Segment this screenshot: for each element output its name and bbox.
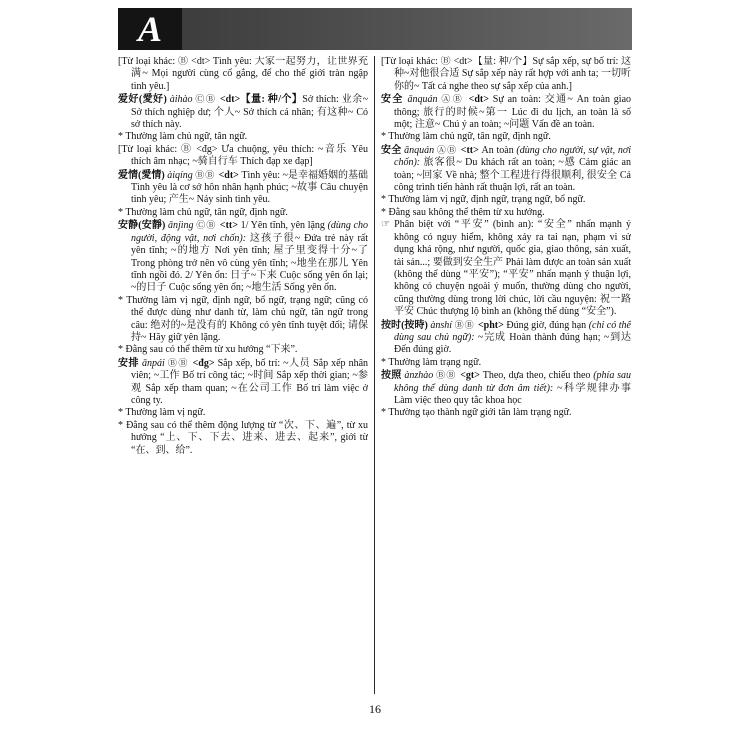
note-text: [Từ loại khác: Ⓑ <đg> Ưa chuộng, yêu thích: ~音乐 Yêu thích âm nhạc; ~骑自行车 Thích đạp xe đạp] (118, 143, 368, 168)
pinyin: àihào (169, 94, 196, 106)
definition: ~完成 Hoàn thành đúng hạn; ~到达 Đến đúng giờ. (394, 331, 631, 356)
note-text: * Thường làm vị ngữ. (118, 407, 206, 419)
definition: Sự an toàn: 交通~ An toàn giao thông; 旅行的时候~第一 Lúc đi du lịch, an toàn là số một; 注意~ Chú ý an toàn; ~问题 Vấn đề an toàn. (394, 94, 631, 131)
note-text: * Đằng sau không thể thêm từ xu hướng. (381, 206, 545, 218)
grammar-note (381, 207, 631, 219)
grammar-note (381, 131, 631, 143)
level-badges: ⒸⒷ (195, 94, 220, 105)
note-text: * Thường làm vị ngữ, định ngữ, bổ ngữ, trạng ngữ; cũng có thể được dùng như danh từ, làm chủ ngữ, tân ngữ trong câu: 绝对的~是没有的 Không có yên tĩnh tuyệt đối; 请保持~ Hãy giữ yên lặng. (118, 294, 368, 343)
definition: An toàn (481, 144, 517, 156)
definition: 1/ Yên tĩnh, yên lặng (240, 220, 328, 232)
note-text: * Thường tạo thành ngữ giới tân làm trạng ngữ. (381, 407, 572, 419)
grammar-note (381, 407, 631, 419)
headword: 爱好(愛好) (118, 94, 170, 106)
pos-tag: <tt> (219, 220, 241, 232)
text-columns (118, 56, 632, 694)
definition: 这孩子很~ Đứa trẻ này rất yên tĩnh; ~的地方 Nơi yên tĩnh; 屋子里变得十分~了 Trong phòng trở nên vô cùng yên tĩnh; ~地坐在那儿 Yên tĩnh ngồi đó. 2/ Yên ổn: 日子~下来 Cuộc sống yên ổn lại; ~的日子 Cuộc sống yên ổn; ~地生活 Sống yên ổn. (131, 232, 368, 294)
grammar-note (118, 407, 368, 419)
grammar-note (118, 344, 368, 356)
headword: 按照 (381, 370, 405, 382)
dict-entry (381, 93, 631, 131)
level-badges: ⒷⒷ (195, 169, 219, 180)
dict-entry (118, 219, 368, 294)
headword: 安全 (381, 144, 405, 156)
bracket-note (381, 56, 631, 93)
pinyin: ànshí (430, 319, 455, 331)
definition: Sở thích: 业余~ Sở thích nghiệp dư; 个人~ Sở thích cá nhân; 有这种~ Có sở thích này. (131, 94, 368, 131)
headword: 按时(按時) (381, 319, 431, 331)
pos-tag: <đg> (192, 357, 218, 369)
note-text: * Thường làm vị ngữ, định ngữ, trạng ngữ, bổ ngữ. (381, 194, 586, 206)
usage-note: (dùng cho người, sự vật, nơi chốn): (394, 144, 631, 169)
definition: Tình yêu: ~是幸福婚姻的基础 Tình yêu là cơ sở hôn nhân hạnh phúc; ~故事 Câu chuyện tình yêu; 产生~ Nảy sinh tình yêu. (131, 169, 368, 206)
pinyin: ānquán (407, 94, 442, 106)
level-badges: ⒷⒷ (436, 370, 461, 381)
pos-tag: <dt> (468, 94, 493, 106)
dict-entry (118, 169, 368, 207)
section-letter-box (118, 8, 182, 50)
usage-note: (chỉ có thể dùng sau chủ ngữ): (394, 319, 631, 343)
definition: Đúng giờ, đúng hạn (506, 319, 589, 331)
bracket-note (118, 56, 368, 93)
header-bar (182, 8, 632, 50)
grammar-note (381, 194, 631, 206)
usage-note: (dùng cho người, động vật, nơi chốn): (131, 220, 368, 244)
level-badges: ⒷⒷ (454, 319, 478, 330)
note-text: * Đằng sau có thể thêm động lượng từ “次、下、遍”, từ xu hướng “上、下、下去、进来、进去、起来”, giới từ “在、到、给”. (118, 419, 368, 456)
grammar-note (381, 357, 631, 369)
note-text: * Thường làm chủ ngữ, tân ngữ, định ngữ. (381, 131, 551, 143)
definition: Theo, dựa theo, chiếu theo (482, 370, 594, 382)
level-badges: ⒶⒷ (441, 94, 469, 105)
pos-tag: <dt> (218, 169, 242, 181)
pos-tag: <pht> (477, 319, 507, 331)
note-text: [Từ loại khác: Ⓑ <dt> Tình yêu: 大家一起努力，让世界充满~ Mọi người cùng cố gắng, để cho thế giới tràn ngập tình yêu.] (118, 56, 368, 92)
pinyin: ānjìng (168, 220, 197, 232)
pos-tag: <tt> (460, 144, 482, 156)
page-number: 16 (369, 702, 381, 716)
definition: ~科学规律办事 Làm việc theo quy tắc khoa học (394, 382, 631, 406)
definition: 旅客很~ Du khách rất an toàn; ~感 Cảm giác an toàn; ~回家 Về nhà; 整个工程进行得很顺利, 很安全 Cả công trình tiến hành rất thuận lợi, rất an toàn. (394, 157, 631, 194)
measure-word: 【量: 种/个】 (240, 94, 303, 106)
grammar-note (118, 295, 368, 345)
column-divider (374, 56, 375, 694)
note-text: * Thường làm chủ ngữ, tân ngữ, định ngữ. (118, 206, 288, 218)
pinyin: ānpái (142, 357, 168, 369)
headword: 安排 (118, 357, 143, 369)
section-header (118, 8, 632, 50)
dict-entry (118, 357, 368, 408)
level-badges: ⒸⒷ (196, 220, 220, 231)
section-letter: A (137, 9, 162, 49)
pinyin: àiqíng (167, 169, 196, 181)
level-badges: ⒶⒷ (436, 144, 461, 155)
dict-entry (381, 144, 631, 195)
comparison-note (381, 219, 631, 318)
right-column (381, 56, 631, 694)
level-badges: ⒷⒷ (167, 357, 193, 368)
dict-entry (381, 369, 631, 407)
pos-tag: <dt> (219, 94, 241, 106)
note-text: * Đằng sau có thể thêm từ xu hướng “下来”. (118, 344, 298, 356)
usage-note: (phía sau không thể dùng danh từ đơn âm tiết): (394, 370, 631, 394)
dict-entry (381, 319, 631, 357)
bracket-note (118, 144, 368, 169)
grammar-note (118, 131, 368, 143)
headword: 爱情(愛情) (118, 169, 168, 181)
pos-tag: <gt> (460, 370, 483, 382)
definition: Sắp xếp, bố trí: ~人员 Sắp xếp nhân viên; ~工作 Bố trí công tác; ~时间 Sắp xếp thời gian; ~参观 Sắp xếp tham quan; ~在公司工作 Bố trí làm việc ở công ty. (131, 357, 368, 406)
note-text: * Thường làm chủ ngữ, tân ngữ. (118, 131, 248, 143)
pinyin: ānquán (404, 144, 437, 156)
headword: 安全 (381, 94, 408, 106)
pinyin: ànzhào (404, 370, 437, 382)
note-text: * Thường làm trạng ngữ. (381, 356, 482, 368)
grammar-note (118, 207, 368, 219)
note-text: [Từ loại khác: Ⓑ <dt>【量: 种/个】Sự sắp xếp, sự bố trí: 这种~对他很合适 Sự sắp xếp này rất hợp với anh ta; 一切听你的~ Tất cả nghe theo sự sắp xếp của anh.] (381, 56, 631, 92)
dict-entry (118, 93, 368, 131)
headword: 安静(安靜) (118, 220, 168, 232)
note-text: ☞ Phân biệt với “平安” (bình an): “安全” nhấn mạnh ý không có nguy hiểm, không xảy ra tai nạn, phạm vi sử dụng khá rộng, như người, quốc gia, giao thông, sản xuất, tài sản...; 要做到安全生产 Phải làm được an toàn sản xuất (không thể dùng “平安”); “平安” nhấn mạnh ý thuận lợi, không có chuyện ngoài ý muốn, thường dùng cho người, cũng thường dùng trong lời chúc, lời cầu nguyện: 祝一路平安 Chúc thượng lộ bình an (không thể dùng “安全”). (381, 219, 631, 318)
grammar-note (118, 420, 368, 457)
left-column (118, 56, 368, 694)
